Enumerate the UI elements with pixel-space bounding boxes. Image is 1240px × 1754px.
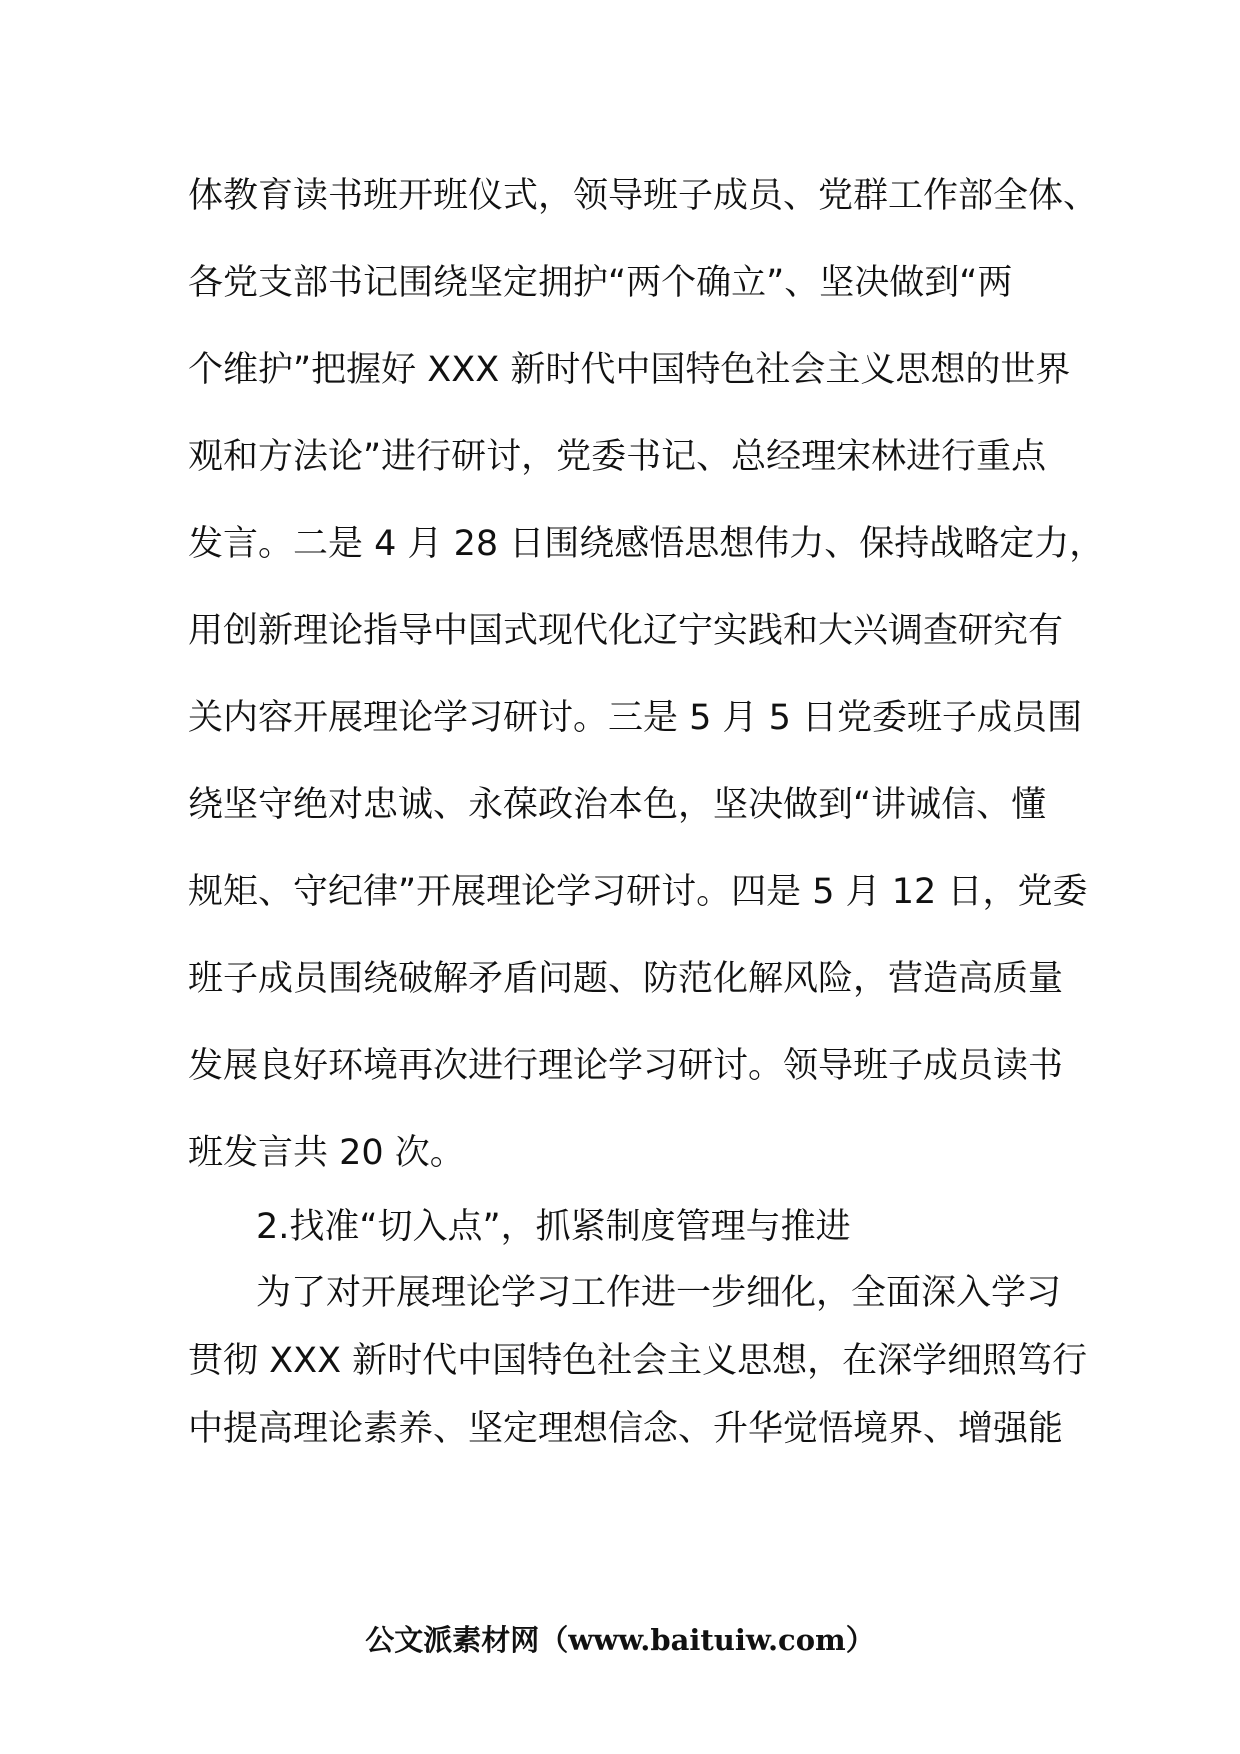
body-line-11: 发展良好环境再次进行理论学习研讨。领导班子成员读书 xyxy=(188,1046,1064,1086)
body-line-8: 绕坚守绝对忠诚、永葆政治本色，坚决做到“讲诚信、懂 xyxy=(188,785,1047,825)
body-line-12: 班发言共 20 次。 xyxy=(188,1133,465,1173)
body-line-2: 各党支部书记围绕坚定拥护“两个确立”、坚决做到“两 xyxy=(188,263,1013,303)
body-line-1: 体教育读书班开班仪式，领导班子成员、党群工作部全体、 xyxy=(188,176,1099,216)
body-line-4: 观和方法论”进行研讨，党委书记、总经理宋林进行重点 xyxy=(188,437,1047,477)
body-line-3: 个维护”把握好 XXX 新时代中国特色社会主义思想的世界 xyxy=(188,350,1071,390)
paragraph-line-2: 贯彻 XXX 新时代中国特色社会主义思想，在深学细照笃行 xyxy=(188,1341,1088,1381)
footer-watermark: 公文派素材网（www.baituiw.com） xyxy=(365,1623,875,1657)
paragraph-line-3: 中提高理论素养、坚定理想信念、升华觉悟境界、增强能 xyxy=(188,1409,1064,1449)
section-heading: 2.找准“切入点”，抓紧制度管理与推进 xyxy=(256,1207,851,1247)
body-line-10: 班子成员围绕破解矛盾问题、防范化解风险，营造高质量 xyxy=(188,959,1064,999)
paragraph-line-1: 为了对开展理论学习工作进一步细化，全面深入学习 xyxy=(256,1273,1062,1313)
body-line-9: 规矩、守纪律”开展理论学习研讨。四是 5 月 12 日，党委 xyxy=(188,872,1088,912)
body-line-6: 用创新理论指导中国式现代化辽宁实践和大兴调查研究有 xyxy=(188,611,1064,651)
body-line-7: 关内容开展理论学习研讨。三是 5 月 5 日党委班子成员围 xyxy=(188,698,1083,738)
body-line-5: 发言。二是 4 月 28 日围绕感悟思想伟力、保持战略定力， xyxy=(188,524,1105,564)
